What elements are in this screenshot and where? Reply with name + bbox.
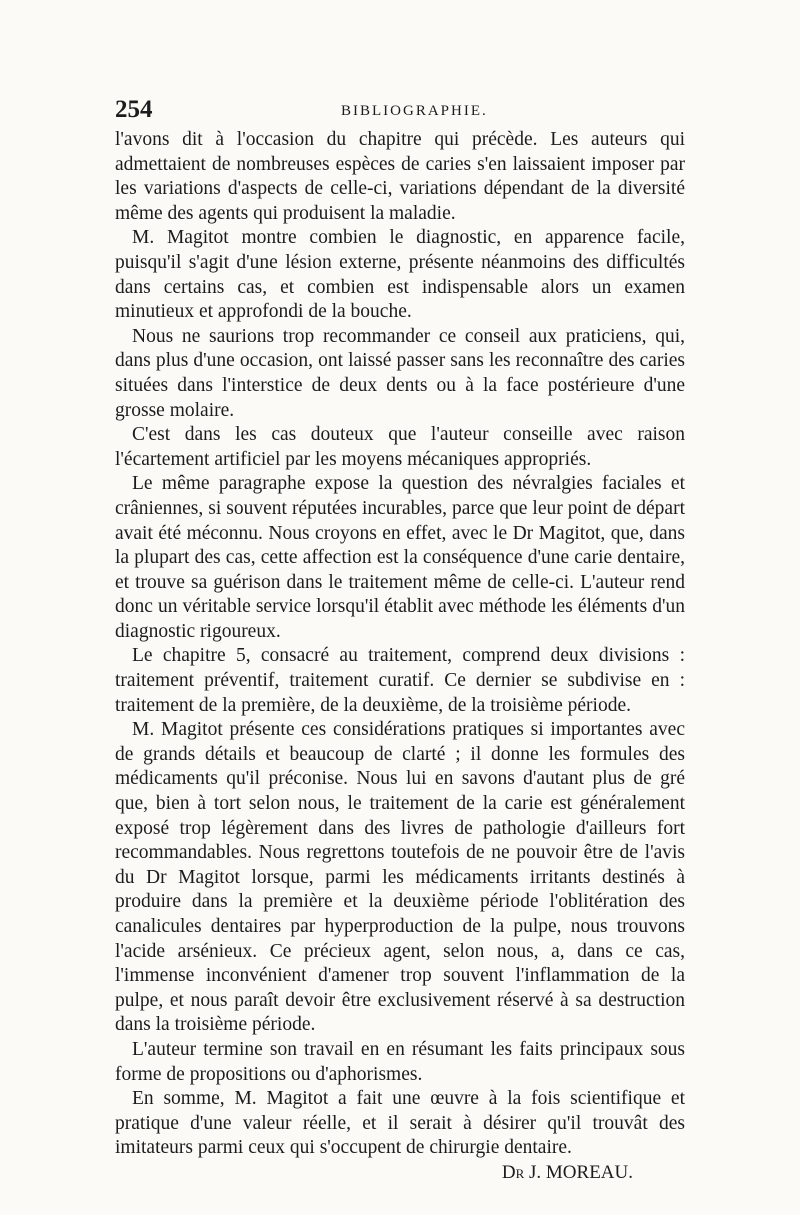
paragraph: Le chapitre 5, consacré au traitement, comprend deux divisions : traitement préventif, traitement curatif. Ce dernier se subdivise en : traitement de la première, de la deuxième, de la troisième période.	[115, 645, 685, 716]
paragraph: C'est dans les cas douteux que l'auteur conseille avec raison l'écartement artificiel par les moyens mécaniques appropriés.	[115, 424, 685, 470]
paragraph: M. Magitot présente ces considérations pratiques si importantes avec de grands détails et beaucoup de clarté ; il donne les formules des médicaments qu'il préconise. Nous lui en savons d'autant plus de gré que, bien à tort selon nous, le traitement de la carie est généralement exposé trop légèrement dans des livres de pathologie d'ailleurs fort recommandables. Nous regrettons toutefois de ne pouvoir être de l'avis du Dr Magitot lorsque, parmi les médicaments irritants destinés à produire dans la première et la deuxième période l'oblitération des canalicules dentaires par hyperproduction de la pulpe, nous trouvons l'acide arsénieux. Ce précieux agent, selon nous, a, dans ce cas, l'immense inconvénient d'amener trop souvent l'inflammation de la pulpe, et nous paraît devoir être exclusivement réservé à sa destruction dans la troisième période.	[115, 719, 685, 1036]
paragraph: Le même paragraphe expose la question des névralgies faciales et crâniennes, si souvent réputées incurables, parce que leur point de départ avait été méconnu. Nous croyons en effet, avec le Dr Magitot, que, dans la plupart des cas, cette affection est la conséquence d'une carie dentaire, et trouve sa guérison dans le traitement même de celle-ci. L'auteur rend donc un véritable service lorsqu'il établit avec méthode les éléments d'un diagnostic rigoureux.	[115, 473, 685, 642]
running-title: BIBLIOGRAPHIE.	[341, 103, 488, 119]
paragraph: En somme, M. Magitot a fait une œuvre à la fois scientifique et pratique d'une valeur réelle, et il serait à désirer qu'il trouvât des imitateurs parmi ceux qui s'occupent de chirurgie dentaire.	[115, 1088, 685, 1159]
paragraph: M. Magitot montre combien le diagnostic, en apparence facile, puisqu'il s'agit d'une lésion externe, présente néanmoins des difficultés dans certains cas, et combien est indispensable alors un examen minutieux et approfondi de la bouche.	[115, 227, 685, 323]
paragraph: Nous ne saurions trop recommander ce conseil aux praticiens, qui, dans plus d'une occasion, ont laissé passer sans les reconnaître des caries situées dans l'interstice de deux dents ou à la face postérieure d'une grosse molaire.	[115, 325, 685, 421]
author-signature: Dr J. MOREAU.	[501, 1161, 633, 1183]
paragraph: L'auteur termine son travail en en résumant les faits principaux sous forme de propositions ou d'aphorismes.	[115, 1038, 685, 1085]
paragraph: l'avons dit à l'occasion du chapitre qui précède. Les auteurs qui admettaient de nombreuses espèces de caries s'en laissaient imposer par les variations d'aspects de celle-ci, variations dépendant de la diversité même des agents qui produisent la maladie.	[115, 129, 685, 224]
page-number: 254	[115, 96, 153, 123]
body-text	[115, 128, 685, 1186]
